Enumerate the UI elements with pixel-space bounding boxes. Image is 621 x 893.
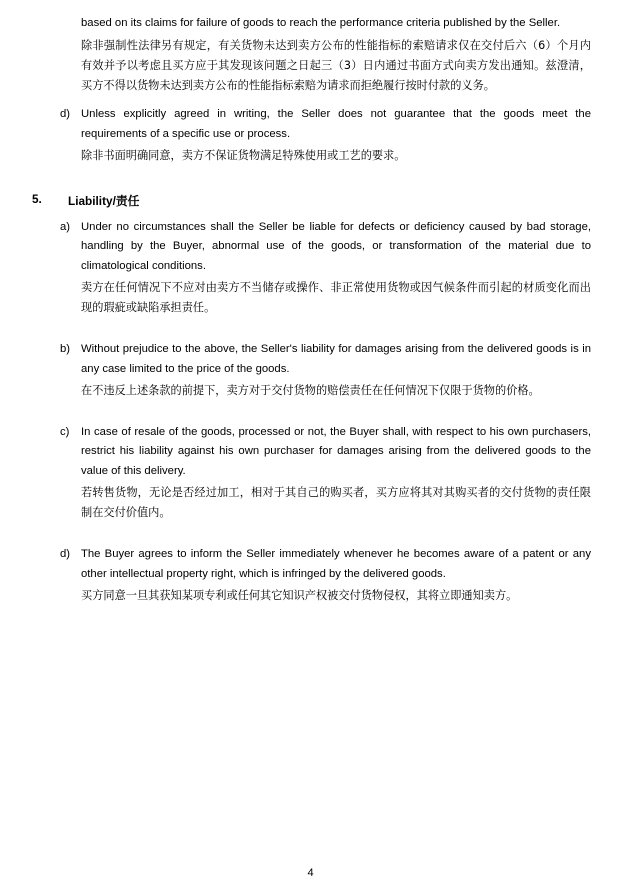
- clause-marker: c): [60, 425, 70, 438]
- continuation-paragraph: [81, 14, 591, 96]
- section-title: [68, 192, 597, 209]
- clause-marker: d): [60, 548, 71, 561]
- clause-text-zh: 买方同意一旦其获知某项专利或任何其它知识产权被交付货物侵权，其将立即通知卖方。: [81, 588, 518, 602]
- clause-text-zh: 若转售货物，无论是否经过加工，相对于其自己的购买者，买方应将其对其购买者的交付货物的责任限制在交付价值内。: [81, 486, 591, 520]
- spacer: [24, 318, 597, 331]
- clause-item-d-prev: [60, 105, 591, 166]
- section-title-zh: 责任: [115, 194, 140, 209]
- clause-text-en: The Buyer agrees to inform the Seller immediately whenever he becomes aware of a patent or any other intellectual property right, which is infringed by the delivered goods.: [81, 548, 591, 580]
- clause-marker: a): [60, 221, 71, 234]
- clause-text-en: In case of resale of the goods, processed or not, the Buyer shall, with respect to his own purchasers, restrict his liability against his own purchaser for damages arising from the delivered goods to the value of this delivery.: [81, 425, 591, 477]
- spacer: [24, 401, 597, 414]
- clause-text-en: Under no circumstances shall the Seller be liable for defects or deficiency caused by bad storage, handling by the Buyer, abnormal use of the goods, or transformation of the material due to climatological conditions.: [81, 221, 591, 272]
- clause-text-en: Without prejudice to the above, the Seller's liability for damages arising from the delivered goods is in any case limited to the price of the goods.: [81, 343, 591, 375]
- clause-item-d: [60, 545, 591, 606]
- page-number: 4: [307, 867, 314, 879]
- section-heading-liability: [32, 192, 597, 209]
- clause-item-c: [60, 423, 591, 523]
- clause-text-zh: 除非书面明确同意，卖方不保证货物满足特殊使用或工艺的要求。: [81, 149, 406, 163]
- clause-text-zh: 在不违反上述条款的前提下，卖方对于交付货物的赔偿责任在任何情况下仅限于货物的价格。: [81, 384, 540, 397]
- clause-item-b: [60, 340, 591, 401]
- section-title-en: Liability/: [68, 194, 116, 209]
- clause-item-a: [60, 218, 591, 318]
- spacer: [24, 523, 597, 536]
- clause-text-zh: 卖方在任何情况下不应对由卖方不当储存或操作、非正常使用货物或因气候条件而引起的材质变化而出现的瑕疵或缺陷承担责任。: [81, 281, 591, 315]
- section-number: 5.: [32, 192, 42, 207]
- continuation-text-en: based on its claims for failure of goods to reach the performance criteria published by the Seller.: [81, 17, 561, 29]
- continuation-text-zh: 除非强制性法律另有规定，有关货物未达到卖方公布的性能指标的索赔请求仅在交付后六（6）个月内有效并予以考虑且买方应于其发现该问题之日起三（3）日内通过书面方式向卖方发出通知。兹澄清，买方不得以货物未达到卖方公布的性能指标索赔为请求而拒绝履行按时付款的义务。: [81, 39, 591, 93]
- clause-marker: b): [60, 343, 71, 356]
- clause-text-en: Unless explicitly agreed in writing, the Seller does not guarantee that the goods meet the requirements of a specific use or process.: [81, 108, 591, 140]
- clause-marker: d): [60, 108, 71, 121]
